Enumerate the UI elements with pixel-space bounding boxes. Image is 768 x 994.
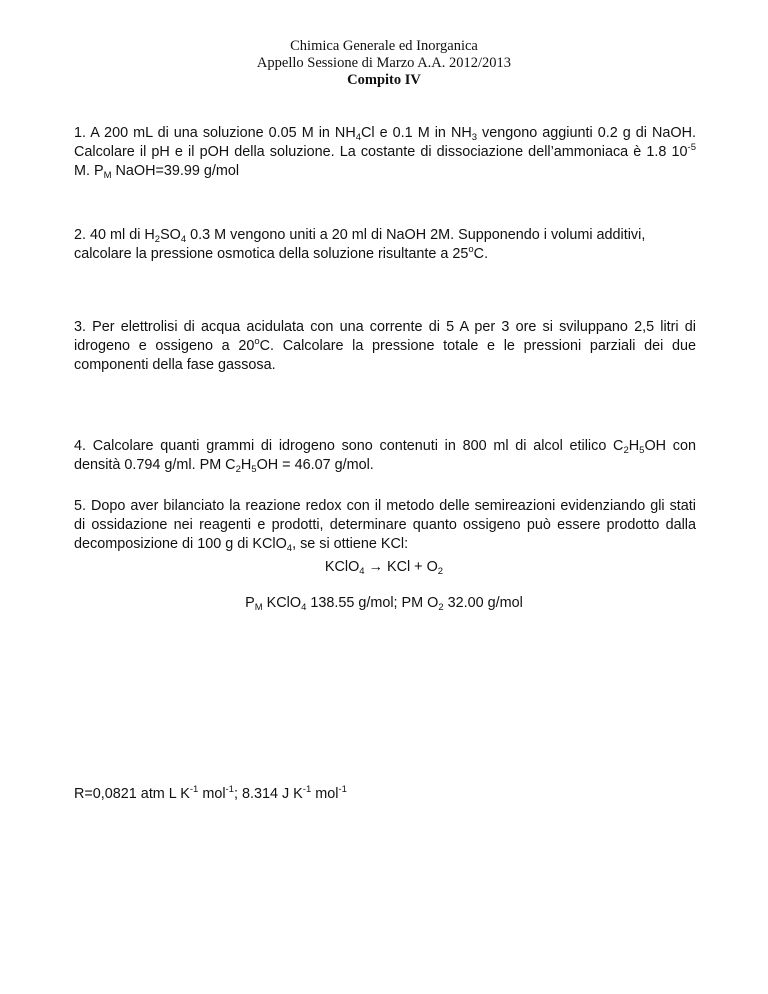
course-title: Chimica Generale ed Inorganica (290, 38, 478, 54)
arrow-icon: → (364, 559, 387, 575)
molar-masses: $P_M$ KClO$_4$ 138.55 g/mol; PM $O_2$ 32.00 g/mol (245, 595, 523, 613)
exam-version: Compito IV (347, 72, 421, 88)
session-title: Appello Sessione di Marzo A.A. 2012/2013 (256, 55, 512, 71)
question-1: 1. A 200 mL di una soluzione 0.05 M in $NH_4Cl$ e 0.1 M in $NH_3$ vengono aggiunti 0.2 g di NaOH. Calcolare il pH e il pOH della soluzione. La costante di dissociazione dell’ammoniaca è 1.8 $10^{-5}$ M. $P_M$ NaOH=39.99 g/mol (74, 125, 696, 181)
question-3: 3. Per elettrolisi di acqua acidulata con una corrente di 5 A per 3 ore si sviluppano 2,5 litri di idrogeno e ossigeno a 20$^o$C. Calcolare la pressione totale e le pressioni parziali dei due componenti della fase gassosa. (74, 319, 696, 373)
exam-header (0, 38, 768, 89)
gas-constants: R=0,0821 atm L $K^{-1}$ mol$^{-1}$; 8.314 J $K^{-1}$ mol$^{-1}$ (74, 784, 347, 802)
question-4: 4. Calcolare quanti grammi di idrogeno sono contenuti in 800 ml di alcol etilico $C_2H_5OH$ con densità 0.794 g/ml. PM $C_2H_5OH = 46.07$ g/mol. (74, 438, 696, 475)
question-5: 5. Dopo aver bilanciato la reazione redox con il metodo delle semireazioni evidenziando gli stati di ossidazione nei reagenti e prodotti, determinare quanto ossigeno può essere prodotto dalla decomposizione di 100 g di KClO$_4$, se si ottiene KCl: (74, 498, 696, 554)
question-2 (74, 226, 696, 264)
question-2-line-2: calcolare la pressione osmotica della soluzione risultante a 25$^o$C. (74, 244, 489, 262)
question-2-line-1: 2. 40 ml di $H_2SO_4$ 0.3 M vengono uniti a 20 ml di NaOH 2M. Supponendo i volumi additivi, (74, 227, 646, 245)
redox-reaction: KClO$_4$ → KCl + $O_2$ (324, 559, 444, 577)
